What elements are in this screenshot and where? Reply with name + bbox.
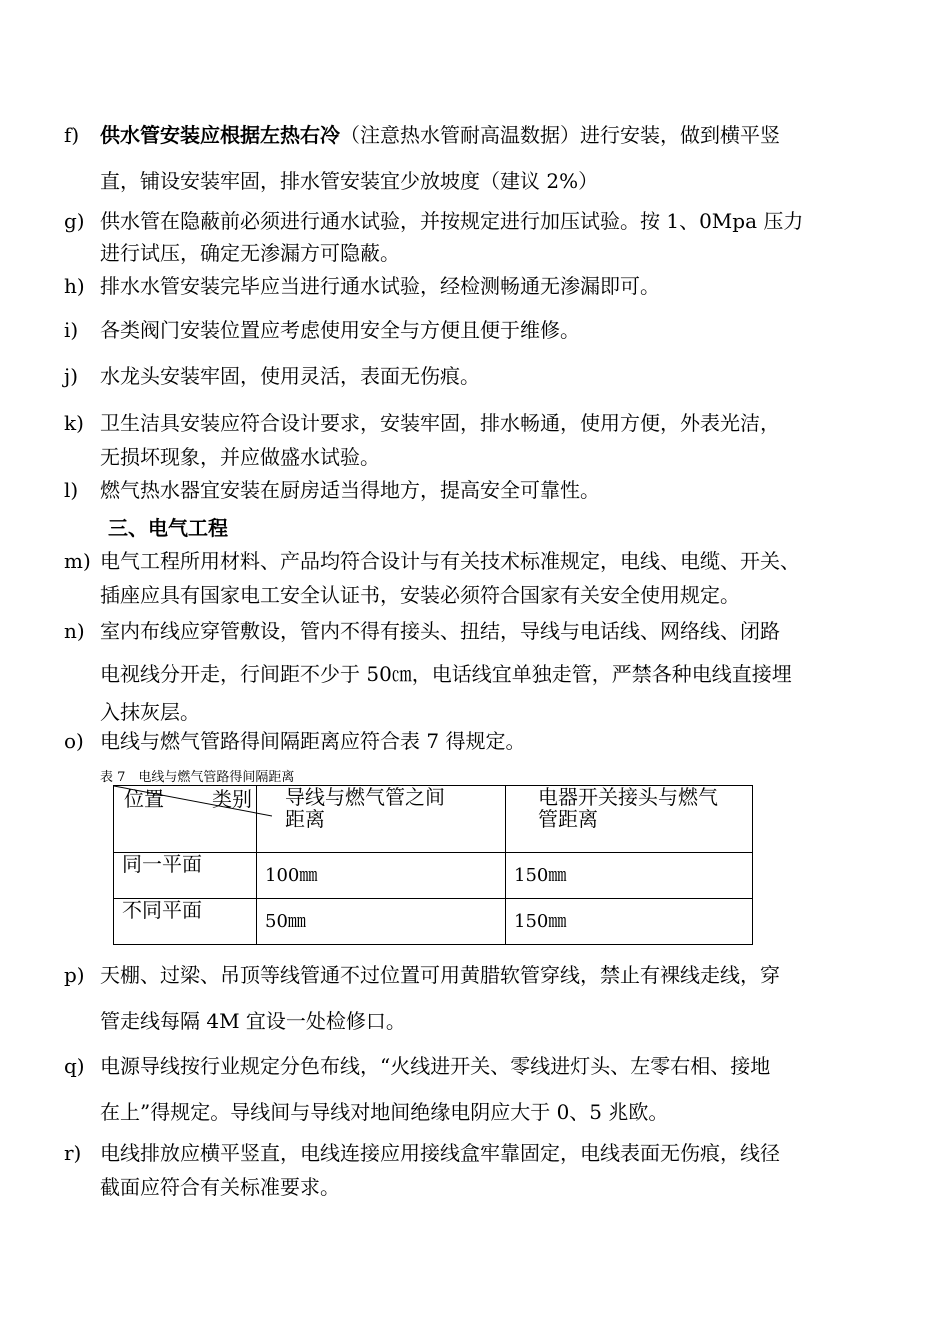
row-label: 不同平面 bbox=[114, 899, 257, 945]
list-item-g bbox=[64, 205, 884, 269]
list-marker: k) bbox=[64, 411, 84, 435]
header-text: 距离 bbox=[285, 807, 325, 831]
corner-label-category: 类别 bbox=[212, 787, 252, 811]
list-marker: j) bbox=[64, 364, 79, 388]
text-line: 管走线每隔 4M 宜设一处检修口。 bbox=[100, 1009, 406, 1033]
text-line: 水龙头安装牢固，使用灵活，表面无伤痕。 bbox=[100, 364, 480, 388]
cell-value: 100㎜ bbox=[257, 853, 506, 899]
header-text: 管距离 bbox=[538, 807, 598, 831]
row-label: 同一平面 bbox=[114, 853, 257, 899]
table-row bbox=[114, 853, 753, 899]
list-item-o bbox=[64, 725, 884, 757]
text-line: 燃气热水器宜安装在厨房适当得地方，提高安全可靠性。 bbox=[100, 478, 600, 502]
text-line: 各类阀门安装位置应考虑使用安全与方便且便于维修。 bbox=[100, 318, 580, 342]
emphasis-text: 供水管安装应根据左热右冷 bbox=[100, 123, 340, 147]
text-line: 室内布线应穿管敷设，管内不得有接头、扭结，导线与电话线、网络线、闭路 bbox=[100, 619, 780, 643]
text-line: 电气工程所用材料、产品均符合设计与有关技术标准规定，电线、电缆、开关、 bbox=[100, 549, 800, 573]
list-item-r bbox=[64, 1136, 884, 1204]
list-marker: l) bbox=[64, 478, 79, 502]
text-line: 进行试压，确定无渗漏方可隐蔽。 bbox=[100, 241, 400, 265]
header-text: 导线与燃气管之间 bbox=[285, 785, 445, 809]
list-marker: g) bbox=[64, 209, 85, 233]
text-line: 无损坏现象，并应做盛水试验。 bbox=[100, 445, 380, 469]
list-item-i bbox=[64, 314, 884, 346]
text-line: 天棚、过梁、吊顶等线管通不过位置可用黄腊软管穿线，禁止有裸线走线，穿 bbox=[100, 963, 780, 987]
text-line: 电线排放应横平竖直，电线连接应用接线盒牢靠固定，电线表面无伤痕，线径 bbox=[100, 1141, 780, 1165]
cell-value: 50㎜ bbox=[257, 899, 506, 945]
distance-table bbox=[113, 785, 753, 945]
corner-label-position: 位置 bbox=[124, 787, 164, 811]
table-header-col2 bbox=[506, 786, 753, 853]
table-caption: 表 7 电线与燃气管路得间隔距离 bbox=[100, 770, 295, 785]
list-item-n bbox=[64, 610, 884, 728]
list-marker: i) bbox=[64, 318, 79, 342]
cell-value: 150㎜ bbox=[506, 899, 753, 945]
list-marker: p) bbox=[64, 963, 85, 987]
list-item-h bbox=[64, 270, 884, 302]
list-item-q bbox=[64, 1043, 884, 1135]
table-header-row bbox=[114, 786, 753, 853]
header-text: 电器开关接头与燃气 bbox=[538, 785, 718, 809]
text-line: 入抹灰层。 bbox=[100, 700, 200, 724]
text-line: 排水水管安装完毕应当进行通水试验，经检测畅通无渗漏即可。 bbox=[100, 274, 660, 298]
text-line: 在上”得规定。导线间与导线对地间绝缘电阴应大于 0、5 兆欧。 bbox=[100, 1100, 669, 1124]
text-line: 直，铺设安装牢固，排水管安装宜少放坡度（建议 2%） bbox=[100, 169, 599, 193]
text-line: 电源导线按行业规定分色布线，“火线进开关、零线进灯头、左零右相、接地 bbox=[100, 1054, 771, 1078]
text-line: 供水管在隐蔽前必须进行通水试验，并按规定进行加压试验。按 1、0Mpa 压力 bbox=[100, 209, 804, 233]
text-line: 卫生洁具安装应符合设计要求，安装牢固，排水畅通，使用方便，外表光洁， bbox=[100, 411, 780, 435]
list-marker: o) bbox=[64, 729, 84, 753]
text-line: 插座应具有国家电工安全认证书，安装必须符合国家有关安全使用规定。 bbox=[100, 583, 740, 607]
table-row bbox=[114, 899, 753, 945]
list-item-f bbox=[64, 112, 884, 204]
section-heading: 三、电气工程 bbox=[108, 516, 228, 540]
text-line: 截面应符合有关标准要求。 bbox=[100, 1175, 340, 1199]
table-corner-cell bbox=[114, 786, 257, 853]
list-item-j bbox=[64, 360, 884, 392]
cell-value: 150㎜ bbox=[506, 853, 753, 899]
text-line: 电视线分开走，行间距不少于 50㎝，电话线宜单独走管，严禁各种电线直接埋 bbox=[100, 662, 792, 686]
table-header-col1 bbox=[257, 786, 506, 853]
text-line: （注意热水管耐高温数据）进行安装，做到横平竖 bbox=[340, 123, 780, 147]
list-marker: h) bbox=[64, 274, 85, 298]
list-item-m bbox=[64, 544, 884, 612]
list-item-k bbox=[64, 406, 884, 474]
list-item-p bbox=[64, 952, 884, 1044]
list-marker: n) bbox=[64, 619, 85, 643]
list-marker: f) bbox=[64, 123, 80, 147]
list-marker: r) bbox=[64, 1141, 82, 1165]
list-marker: m) bbox=[64, 549, 91, 573]
list-marker: q) bbox=[64, 1054, 85, 1078]
list-item-l bbox=[64, 474, 884, 506]
text-line: 电线与燃气管路得间隔距离应符合表 7 得规定。 bbox=[100, 729, 526, 753]
